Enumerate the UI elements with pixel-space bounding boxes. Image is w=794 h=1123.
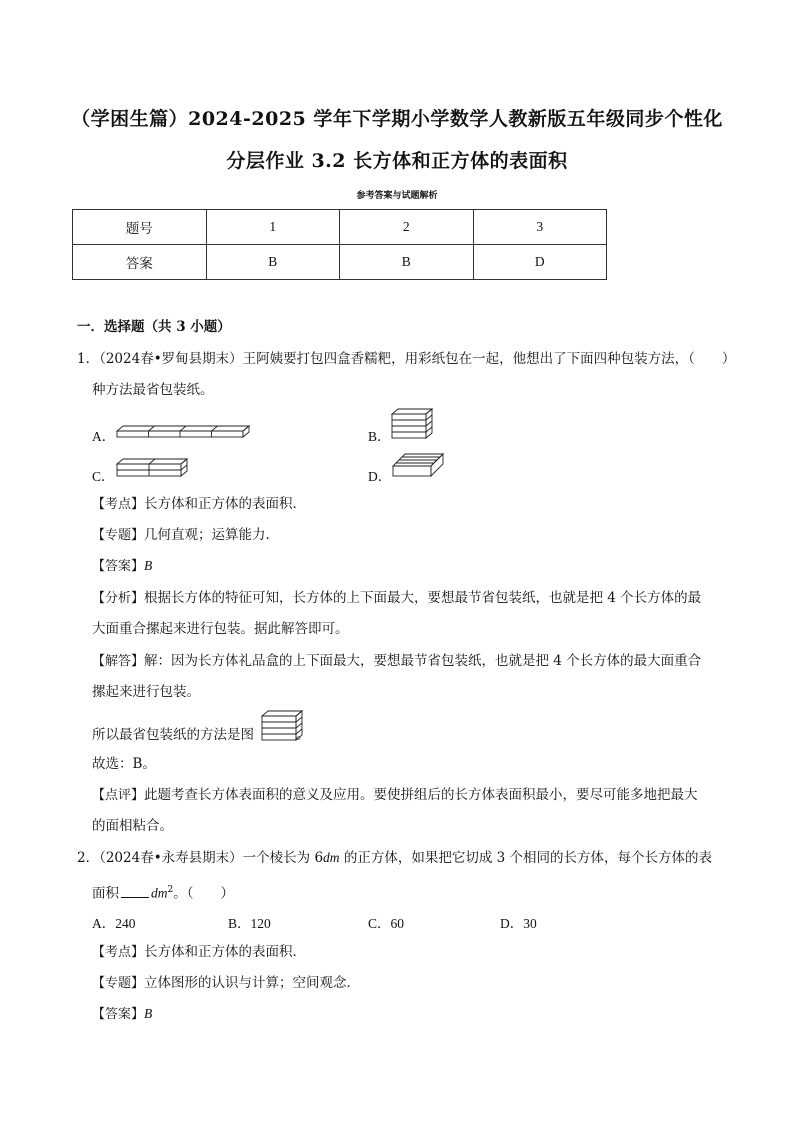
q1-daan [92,557,152,576]
fenxi-text: 根据长方体的特征可知，长方体的上下面最大，要想最节省包装纸，也就是把 4 个长方体的最 [144,590,702,606]
q2-stem-text: 2．（2024春•永寿县期末）一个棱长为 6 [77,850,324,866]
table-cell: 1 [206,210,340,245]
q1-jieda-line2: 摞起来进行包装。 [92,684,200,700]
q2-option-a: A．240 [92,916,136,931]
table-cell: 3 [473,210,607,245]
tag-fenxi: 【分析】 [92,591,145,606]
jieda-line3-end: 。 [296,727,310,743]
daan-text: B [144,1006,153,1021]
tag-daan: 【答案】 [92,1007,145,1022]
q2-option-c: C．60 [368,916,405,931]
tag-jieda: 【解答】 [92,654,145,669]
q2-stem-text: 面积 [92,885,119,902]
table-cell: B [340,245,474,280]
q2-zhuanti [92,974,360,993]
q1-stem-line1: 1．（2024春•罗甸县期末）王阿姨要打包四盒香糯粑，用彩纸包在一起，他想出了下面四种包装方法，（ ） [77,351,736,367]
answer-stacked-boxes-figure [260,709,304,741]
tag-zhuanti: 【专题】 [92,528,145,543]
table-row [73,245,607,280]
zhuanti-text: 几何直观；运算能力． [144,527,280,543]
q2-stem-text: 的正方体，如果把它切成 3 个相同的长方体，每个长方体的表 [339,850,713,866]
daan-text: B [144,558,153,573]
q2-unit-sup: 2 [167,885,174,895]
answer-table [72,209,607,280]
q1-jieda-line1 [92,652,701,671]
q1-option-a-label: A． [92,429,116,444]
q1-option-b-label: B． [368,429,391,444]
tag-zhuanti: 【专题】 [92,976,145,991]
q1-kaodian [92,495,306,514]
q1-option-c-label: C． [92,469,115,484]
q2-unit: dm [323,850,340,865]
zhuanti-text: 立体图形的认识与计算；空间观念． [144,975,361,991]
table-cell: 2 [340,210,474,245]
q2-option-b: B．120 [228,916,271,931]
q2-option-d: D．30 [500,916,537,931]
q2-daan [92,1005,152,1024]
q2-unit: dm [151,885,168,901]
q2-kaodian [92,943,306,962]
option-a-boxes-row-figure [116,424,251,438]
table-cell: 题号 [73,210,207,245]
q1-fenxi-line1 [92,589,701,608]
table-cell: B [206,245,340,280]
document-title-line1: （学困生篇）2024-2025 学年下学期小学数学人教新版五年级同步个性化 [71,108,723,130]
q1-dianping-line2: 的面相粘合。 [92,818,173,834]
document-subtitle: 参考答案与试题解析 [356,191,438,201]
tag-dianping: 【点评】 [92,788,145,803]
document-title-line2: 分层作业 3.2 长方体和正方体的表面积 [226,150,568,172]
jieda-text: 解：因为长方体礼品盒的上下面最大，要想最节省包装纸，也就是把 4 个长方体的最大面重合 [144,653,702,669]
kaodian-text: 长方体和正方体的表面积． [144,496,307,512]
section-heading: 一．选择题（共 3 小题） [77,319,231,335]
q2-stem-line2 [92,881,234,903]
table-cell: 答案 [73,245,207,280]
table-row [73,210,607,245]
answer-blank [121,897,149,898]
q1-dianping-line1 [92,786,698,805]
tag-daan: 【答案】 [92,559,145,574]
tag-kaodian: 【考点】 [92,497,145,512]
tag-kaodian: 【考点】 [92,945,145,960]
q1-guxuan: 故选：B。 [92,756,156,772]
q1-zhuanti [92,526,279,545]
kaodian-text: 长方体和正方体的表面积． [144,944,307,960]
q1-fenxi-line2: 大面重合摞起来进行包装。据此解答即可。 [92,621,349,637]
q2-stem-line1 [77,849,712,867]
jieda-line3-text: 所以最省包装纸的方法是图 [92,727,254,743]
dianping-text: 此题考查长方体表面积的意义及应用。要使拼组后的长方体表面积最小，要尽可能多地把最大 [144,787,698,803]
q2-stem-text: 。（ ） [173,885,234,902]
option-c-boxes-2x2-figure [116,457,190,477]
option-d-boxes-side-stack-figure [391,452,445,478]
table-cell: D [473,245,607,280]
q1-option-d-label: D． [368,469,392,484]
q1-stem-line2: 种方法最省包装纸。 [92,382,214,398]
option-b-boxes-stacked-figure [390,407,434,439]
